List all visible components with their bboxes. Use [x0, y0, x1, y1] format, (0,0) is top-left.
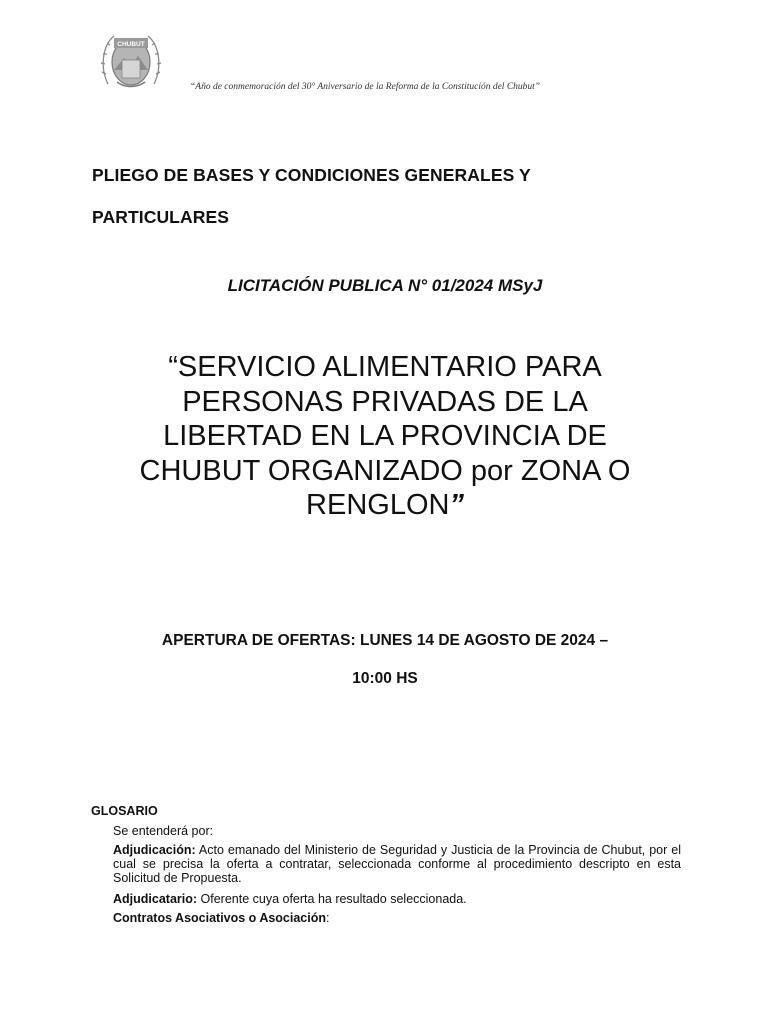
service-title-line-4: CHUBUT ORGANIZADO por ZONA O [139, 454, 631, 487]
glosario-definition: : [326, 911, 330, 925]
glosario-entry-adjudicacion [113, 843, 681, 885]
glosario-intro: Se entenderá por: [113, 824, 214, 838]
glosario-term: Adjudicatario: [113, 892, 198, 906]
service-title-line-2: PERSONAS PRIVADAS DE LA [182, 385, 588, 418]
service-title-line-3: LIBERTAD EN LA PROVINCIA DE [163, 420, 607, 452]
glosario-term: Adjudicación: [113, 843, 196, 857]
apertura-line-1: APERTURA DE OFERTAS: LUNES 14 DE AGOSTO DE 2024 – [161, 632, 609, 649]
service-title [60, 350, 710, 523]
apertura-line-2: 10:00 HS [352, 670, 418, 687]
service-title-last-word: RENGLON [306, 489, 450, 521]
service-title-close-quote: ” [449, 489, 464, 521]
glosario-definition: Oferente cuya oferta ha resultado seleccionada. [197, 892, 467, 906]
province-emblem [100, 26, 162, 96]
glosario-entry-contratos [113, 911, 681, 925]
service-title-line-1: “SERVICIO ALIMENTARIO PARA [168, 351, 602, 383]
glosario-entry-adjudicatario [113, 892, 681, 906]
licitacion-number: LICITACIÓN PUBLICA N° 01/2024 MSyJ [227, 276, 543, 295]
document-title-line-2: PARTICULARES [92, 207, 229, 227]
glosario-term: Contratos Asociativos o Asociación [113, 911, 327, 925]
svg-text:CHUBUT: CHUBUT [117, 41, 145, 48]
commemoration-motto: “Año de conmemoración del 30° Aniversario de la Reforma de la Constitución del Chubut” [190, 82, 541, 92]
document-title-line-1: PLIEGO DE BASES Y CONDICIONES GENERALES Y [92, 165, 531, 185]
glosario-definition: Acto emanado del Ministerio de Seguridad y Justicia de la Provincia de Chubut, por el cual se precisa la oferta a contratar, seleccionada conforme al procedimiento descripto en esta Solicitud de Propuesta. [113, 843, 681, 885]
glosario-heading: GLOSARIO [91, 804, 158, 818]
service-title-line-5 [60, 488, 710, 523]
